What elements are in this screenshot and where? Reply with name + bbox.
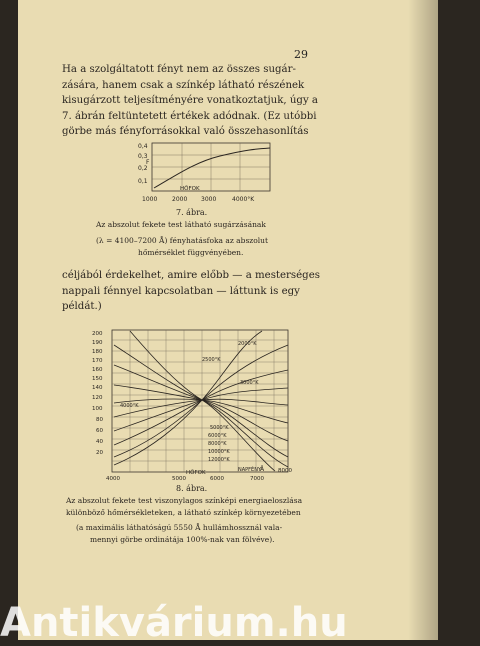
fig8-temp-label: 5000°K <box>210 425 229 431</box>
fig7-caption-line: hőmérséklet függvényében. <box>138 248 244 257</box>
paragraph-line: nappali fénnyel kapcsolatban — láttunk is egy <box>62 285 300 297</box>
fig8-ytick: 80 <box>96 417 103 423</box>
fig8-ytick: 170 <box>92 358 103 364</box>
fig8-temp-label: 8000°K <box>208 441 227 447</box>
fig8-temp-label: 10000°K <box>208 449 230 455</box>
fig8-ytick: 160 <box>92 367 103 373</box>
fig8-xtick: 6000 <box>210 476 224 482</box>
fig8-ytick: 180 <box>92 349 103 355</box>
fig8-temp-label: 12000°K <box>208 457 230 463</box>
fig7-xlabel: HŐFOK <box>180 186 200 192</box>
fig7-ytick: 0,4 <box>138 143 148 150</box>
fig8-ytick: 140 <box>92 385 103 391</box>
fig7-curve <box>154 148 270 188</box>
watermark: Antikvárium.hu <box>0 600 348 646</box>
fig8-temp-label: 6000°K <box>208 433 227 439</box>
fig8-ytick: 40 <box>96 439 103 445</box>
paragraph-line: görbe más fényforrásokkal való összehasonlítás <box>62 126 309 137</box>
fig7-ytick: 0,1 <box>138 178 148 185</box>
fig7-xtick: 4000°K <box>232 196 255 203</box>
page-number: 29 <box>294 48 308 61</box>
fig8-ytick: 150 <box>92 376 103 382</box>
fig8-ytick: 100 <box>92 406 103 412</box>
fig8-ytick: 190 <box>92 340 103 346</box>
fig8-xlabel-left: HŐFOK <box>186 470 206 476</box>
paragraph-line: kisugárzott teljesítményére vonatkoztatjuk, úgy a <box>62 95 319 106</box>
paragraph-2 <box>62 268 342 315</box>
fig8-xtick: 7000 <box>250 476 264 482</box>
fig8-temp-label: NAPFÉNY <box>238 467 262 473</box>
fig7-xtick: 2000 <box>172 196 188 203</box>
fig8-temp-label: 3000°K <box>240 380 259 386</box>
fig8-caption-line: (a maximális láthatóságú 5550 Å hullámhossznál vala- <box>76 523 283 532</box>
fig7-xtick: 3000 <box>201 196 217 203</box>
fig8-xlabel-right: Å <box>260 466 265 473</box>
fig7-ytick: 0,3 <box>138 153 148 160</box>
fig8-temp-label: 2500°K <box>202 357 221 363</box>
figure-8-chart <box>90 325 310 485</box>
paragraph-1 <box>62 62 342 140</box>
fig8-ytick: 200 <box>92 331 103 337</box>
paragraph-line: 7. ábrán feltüntetett értékek adódnak. (Ez utóbbi <box>62 110 317 122</box>
page-shadow <box>408 0 438 640</box>
paragraph-line: példát.) <box>62 301 102 312</box>
paragraph-line: céljából érdekelhet, amire előbb — a mesterséges <box>62 270 320 281</box>
fig7-caption-line: Az abszolut fekete test látható sugárzásának <box>96 220 266 229</box>
figure-7-chart <box>120 138 290 208</box>
fig8-xtick: 4000 <box>106 476 120 482</box>
fig8-caption-line: különböző hőmérsékleteken, a látható színkép környezetében <box>66 508 301 517</box>
fig7-ytick: 0,2 <box>138 165 148 172</box>
fig7-caption-line: (λ = 4100–7200 Å) fényhatásfoka az abszolut <box>96 236 269 245</box>
fig8-caption-line: mennyi görbe ordinátája 100%-nak van fölvéve). <box>90 535 275 544</box>
paragraph-line: zására, hanem csak a színkép látható részének <box>62 79 305 91</box>
fig7-ylabel: F <box>146 159 150 166</box>
fig7-caption-title: 7. ábra. <box>176 208 208 217</box>
fig8-xtick: 5000 <box>172 476 186 482</box>
paragraph-line: Ha a szolgáltatott fényt nem az összes sugár- <box>62 64 296 75</box>
fig8-caption-title: 8. ábra. <box>176 484 208 493</box>
fig8-temp-label: 2000°K <box>238 341 257 347</box>
fig8-temp-label: 4000°K <box>120 403 139 409</box>
fig8-ytick: 120 <box>92 395 103 401</box>
fig8-ytick: 60 <box>96 428 103 434</box>
fig7-xtick: 1000 <box>142 196 158 203</box>
fig8-caption-line: Az abszolut fekete test viszonylagos színképi energiaeloszlása <box>66 496 303 505</box>
fig8-ytick: 20 <box>96 450 103 456</box>
fig8-xtick: 8000 <box>278 468 292 474</box>
